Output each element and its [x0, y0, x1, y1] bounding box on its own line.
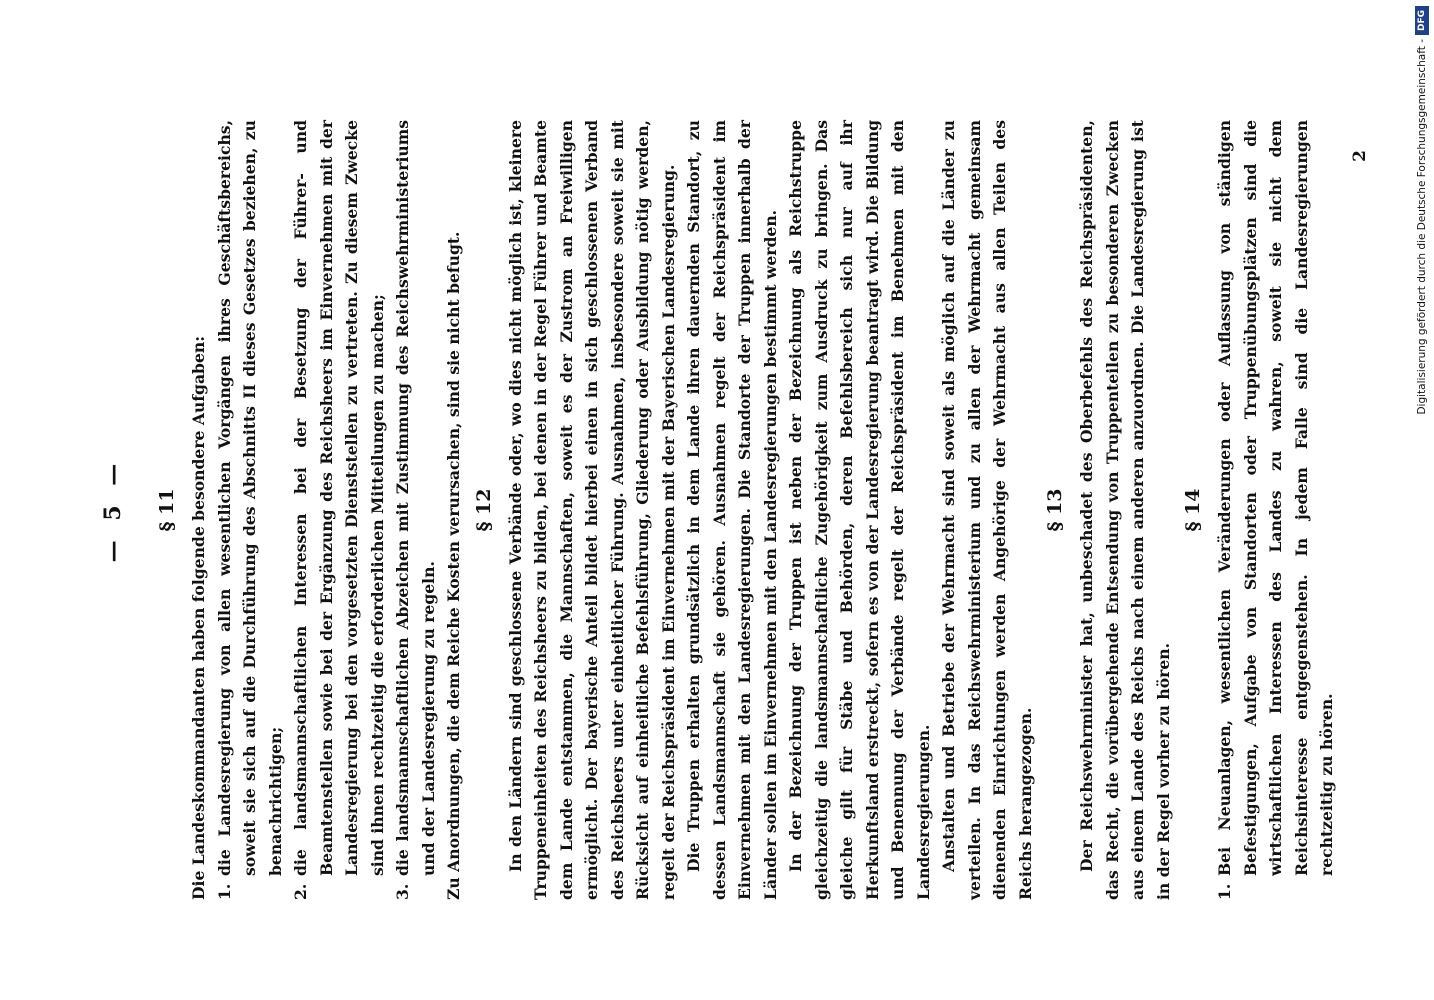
credit-text-row: [1412, 6, 1432, 415]
rotated-page: [100, 120, 1370, 900]
dfg-logo: DFG: [1415, 6, 1429, 35]
item-text: die Landesregierung von allen wesentlichen Vorgängen ihres Geschäftsbereichs, soweit sie sich auf die Durchführung des Abschnitts II dieses Gesetzes beziehen, zu benachrichtigen;: [214, 120, 285, 876]
item-text: Bei Neuanlagen, wesentlichen Veränderungen oder Auflassung von ständigen Befestigungen, Aufgabe von Standorten oder Truppenübungsplätzen sind die wirtschaftlichen Interessen des Landes zu wahren, soweit sie nicht dem Reichsinteresse entgegenstehen. In jedem Falle sind die Landesregierungen rechtzeitig zu hören.: [1215, 120, 1336, 876]
list-item: [288, 120, 390, 900]
page-header: — 5 —: [100, 457, 126, 563]
paragraph: In den Ländern sind geschlossene Verbände oder, wo dies nicht möglich ist, kleinere Truppeneinheiten des Reichsheers zu bilden, bei denen in der Regel Führer und Beamte dem Lande entstammen, die Mannschaften, soweit es der Zustrom an Freiwilligen ermöglicht. Der bayerische Anteil bildet hierbei einen in sich geschlossenen Verband des Reichsheers unter einheitlicher Führung. Ausnahmen, insbesondere soweit sie mit Rücksicht auf einheitliche Befehlsführung, Gliederung oder Ausbildung nötig werden, regelt der Reichspräsident im Einvernehmen mit der Bayerischen Landesregierung.: [505, 120, 678, 900]
item-number: 1.: [214, 883, 234, 900]
paragraph: Der Reichswehrminister hat, unbeschadet des Oberbefehls des Reichspräsidenten, das Recht, die vorübergehende Entsendung von Truppenteilen zu besonderen Zwecken aus einem Lande des Reichs nach einem anderen anzuordnen. Die Landesregierung ist in der Regel vorher zu hören.: [1077, 120, 1173, 900]
credit-strip: [1412, 6, 1432, 415]
section-heading-13: § 13: [1044, 488, 1066, 532]
paragraph: Anstalten und Betriebe der Wehrmacht sind soweit als möglich auf die Länder zu verteilen. In das Reichswehrministerium und zu allen der Wehrmacht gemeinsam dienenden Einrichtungen werden Angehörige der Wehrmacht aus allen Teilen des Reichs herangezogen.: [939, 120, 1035, 900]
credit-text: Digitalisierung gefördert durch die Deutsche Forschungsgemeinschaft -: [1416, 39, 1428, 415]
item-text: die landsmannschaftlichen Abzeichen mit Zustimmung des Reichswehrministeriums und der Landesregierung zu regeln.: [393, 120, 438, 876]
list-item: [390, 120, 441, 900]
section-11-intro: Die Landeskommandanten haben folgende besondere Aufgaben:: [189, 336, 208, 900]
section-11-closing: Zu Anordnungen, die dem Reiche Kosten verursachen, sind sie nicht befugt.: [444, 231, 463, 900]
item-number: 2.: [291, 883, 310, 900]
paragraph: In der Bezeichnung der Truppen ist neben der Bezeichnung als Reichstruppe gleichzeitig die landsmannschaftliche Zugehörigkeit zum Ausdruck zu bringen. Das gleiche gilt für Stäbe und Behörden, deren Befehlsbereich sich nur auf ihr Herkunftsland erstreckt, sofern es von der Landesregierung beantragt wird. Die Bildung und Benennung der Verbände regelt der Reichspräsident im Benehmen mit den Landesregierungen.: [786, 120, 933, 900]
list-item: [212, 120, 289, 900]
item-number: 3.: [393, 883, 412, 900]
section-heading-12: § 12: [472, 488, 495, 532]
paragraph: Die Truppen erhalten grundsätzlich in dem Lande ihren dauernden Standort, zu dessen Landsmannschaft sie gehören. Ausnahmen regelt der Reichspräsident im Einvernehmen mit den Landesregierungen. Die Standorte der Truppen innerhalb der Länder sollen im Einvernehmen mit den Landesregierungen bestimmt werden.: [684, 120, 780, 900]
signature-mark: 2: [1349, 150, 1370, 162]
section-heading-14: § 14: [1182, 488, 1204, 532]
item-text: die landsmannschaftlichen Interessen bei der Besetzung der Führer- und Beamtenstellen sowie bei der Ergänzung des Reichsheers im Einvernehmen mit der Landesregierung bei den vorgesetzten Dienststellen zu vertreten. Zu diesem Zwecke sind ihnen rechtzeitig die erforderlichen Mitteilungen zu machen;: [291, 120, 387, 876]
item-number: 1.: [1215, 883, 1234, 900]
section-heading-11: § 11: [156, 488, 178, 532]
list-item: [1212, 120, 1340, 900]
